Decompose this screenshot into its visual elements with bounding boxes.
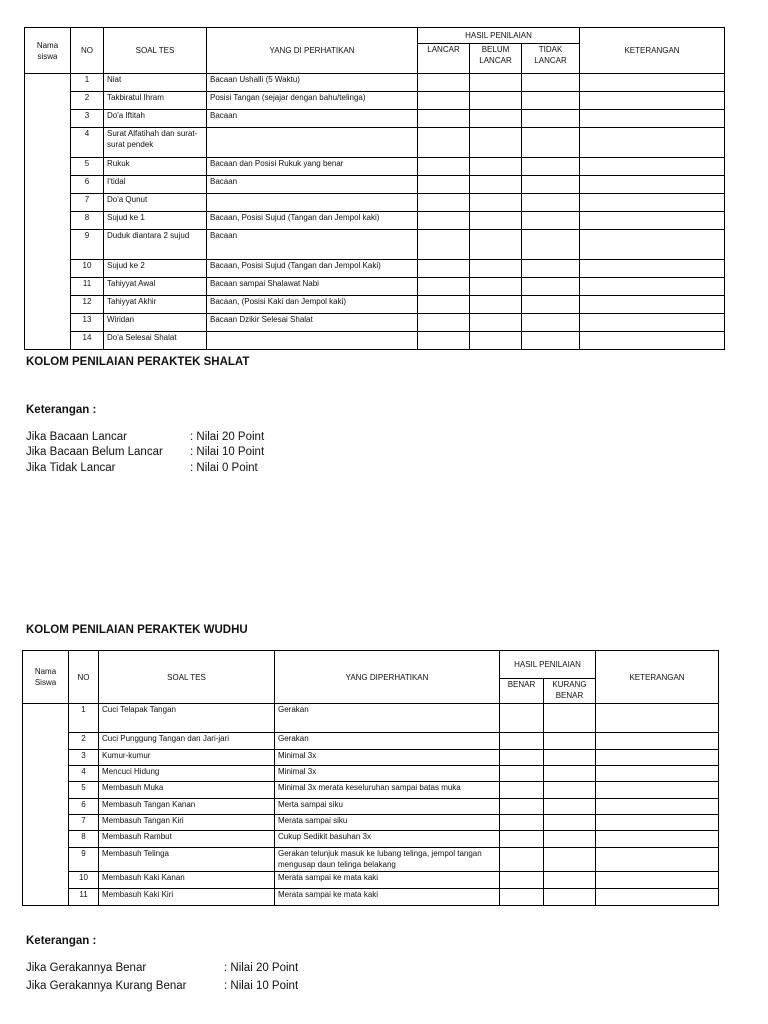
- header-yang-diperhatikan: YANG DIPERHATIKAN: [275, 651, 500, 704]
- cell-kurang-benar[interactable]: [544, 889, 596, 906]
- header-keterangan: KETERANGAN: [596, 651, 719, 704]
- cell-lancar[interactable]: [418, 194, 470, 212]
- row-soal-tes: Do'a Qunut: [104, 194, 207, 212]
- cell-keterangan[interactable]: [580, 194, 725, 212]
- cell-lancar[interactable]: [418, 314, 470, 332]
- table-row: [23, 848, 719, 872]
- row-soal-tes: Membasuh Muka: [99, 782, 275, 799]
- cell-keterangan[interactable]: [580, 92, 725, 110]
- row-yang-diperhatikan: [207, 194, 418, 212]
- row-yang-diperhatikan: Minimal 3x merata keseluruhan sampai batas muka: [275, 782, 500, 799]
- cell-benar[interactable]: [500, 831, 544, 848]
- table-row: [25, 128, 725, 158]
- table-row: [23, 766, 719, 782]
- table-row: [25, 176, 725, 194]
- header-tidak-lancar: TIDAK LANCAR: [522, 44, 580, 74]
- row-yang-diperhatikan: Merata sampai siku: [275, 815, 500, 831]
- cell-keterangan[interactable]: [580, 128, 725, 158]
- table-row: [25, 158, 725, 176]
- row-yang-diperhatikan: Cukup Sedikit basuhan 3x: [275, 831, 500, 848]
- row-yang-diperhatikan: Gerakan telunjuk masuk ke lubang telinga, jempol tangan mengusap daun telinga belakang: [275, 848, 500, 872]
- shalat-section-title: KOLOM PENILAIAN PERAKTEK SHALAT: [26, 356, 250, 368]
- cell-benar[interactable]: [500, 889, 544, 906]
- header-keterangan: KETERANGAN: [580, 28, 725, 74]
- row-soal-tes: Mencuci Hidung: [99, 766, 275, 782]
- row-no: 11: [71, 278, 104, 296]
- row-no: 11: [69, 889, 99, 906]
- cell-kurang-benar[interactable]: [544, 750, 596, 766]
- row-soal-tes: I'tidal: [104, 176, 207, 194]
- row-yang-diperhatikan: Bacaan: [207, 110, 418, 128]
- cell-keterangan[interactable]: [580, 158, 725, 176]
- row-soal-tes: Takbiratul Ihram: [104, 92, 207, 110]
- shalat-legend-value-3: : Nilai 0 Point: [190, 462, 258, 474]
- row-yang-diperhatikan: Bacaan sampai Shalawat Nabi: [207, 278, 418, 296]
- cell-tidak-lancar[interactable]: [522, 332, 580, 350]
- cell-lancar[interactable]: [418, 332, 470, 350]
- table-row: [25, 230, 725, 260]
- row-no: 8: [69, 831, 99, 848]
- row-no: 9: [69, 848, 99, 872]
- cell-kurang-benar[interactable]: [544, 799, 596, 815]
- cell-benar[interactable]: [500, 750, 544, 766]
- row-no: 10: [71, 260, 104, 278]
- cell-kurang-benar[interactable]: [544, 704, 596, 733]
- row-soal-tes: Sujud ke 1: [104, 212, 207, 230]
- cell-keterangan[interactable]: [580, 176, 725, 194]
- header-lancar: LANCAR: [418, 44, 470, 74]
- cell-belum-lancar[interactable]: [470, 110, 522, 128]
- table-row: [25, 314, 725, 332]
- header-nama-siswa: Nama Siswa: [23, 651, 69, 704]
- header-hasil-penilaian: HASIL PENILAIAN: [500, 651, 596, 679]
- cell-keterangan[interactable]: [596, 782, 719, 799]
- cell-tidak-lancar[interactable]: [522, 158, 580, 176]
- row-soal-tes: Membasuh Rambut: [99, 831, 275, 848]
- cell-belum-lancar[interactable]: [470, 92, 522, 110]
- row-soal-tes: Do'a Iftitah: [104, 110, 207, 128]
- table-row: [23, 733, 719, 750]
- header-kurang-benar: KURANG BENAR: [544, 679, 596, 704]
- cell-benar[interactable]: [500, 799, 544, 815]
- cell-belum-lancar[interactable]: [470, 314, 522, 332]
- cell-keterangan[interactable]: [596, 815, 719, 831]
- table-row: [23, 704, 719, 733]
- row-yang-diperhatikan: Bacaan: [207, 176, 418, 194]
- cell-lancar[interactable]: [418, 92, 470, 110]
- cell-keterangan[interactable]: [580, 230, 725, 260]
- cell-belum-lancar[interactable]: [470, 74, 522, 92]
- wudhu-legend-label-2: Jika Gerakannya Kurang Benar: [26, 980, 187, 992]
- cell-tidak-lancar[interactable]: [522, 194, 580, 212]
- header-hasil-penilaian: HASIL PENILAIAN: [418, 28, 580, 44]
- cell-tidak-lancar[interactable]: [522, 176, 580, 194]
- cell-tidak-lancar[interactable]: [522, 296, 580, 314]
- table-row: [23, 831, 719, 848]
- cell-benar[interactable]: [500, 815, 544, 831]
- cell-keterangan[interactable]: [580, 314, 725, 332]
- row-yang-diperhatikan: Bacaan Ushalli (5 Waktu): [207, 74, 418, 92]
- cell-lancar[interactable]: [418, 74, 470, 92]
- cell-keterangan[interactable]: [596, 750, 719, 766]
- cell-keterangan[interactable]: [580, 110, 725, 128]
- row-yang-diperhatikan: [207, 332, 418, 350]
- cell-lancar[interactable]: [418, 158, 470, 176]
- cell-keterangan[interactable]: [596, 704, 719, 733]
- row-yang-diperhatikan: Bacaan, Posisi Sujud (Tangan dan Jempol Kaki): [207, 260, 418, 278]
- cell-tidak-lancar[interactable]: [522, 110, 580, 128]
- row-soal-tes: Surat Alfatihah dan surat-surat pendek: [104, 128, 207, 158]
- header-no: NO: [69, 651, 99, 704]
- cell-keterangan[interactable]: [596, 889, 719, 906]
- table-row: [25, 332, 725, 350]
- row-no: 5: [71, 158, 104, 176]
- shalat-keterangan-title: Keterangan :: [26, 404, 97, 416]
- cell-lancar[interactable]: [418, 260, 470, 278]
- table-row: [25, 212, 725, 230]
- row-soal-tes: Duduk diantara 2 sujud: [104, 230, 207, 260]
- wudhu-legend-value-2: : Nilai 10 Point: [224, 980, 299, 992]
- cell-benar[interactable]: [500, 848, 544, 872]
- cell-belum-lancar[interactable]: [470, 158, 522, 176]
- row-no: 10: [69, 872, 99, 889]
- cell-lancar[interactable]: [418, 230, 470, 260]
- row-no: 5: [69, 782, 99, 799]
- table-row: [25, 278, 725, 296]
- cell-keterangan[interactable]: [596, 831, 719, 848]
- cell-benar[interactable]: [500, 766, 544, 782]
- row-no: 3: [71, 110, 104, 128]
- row-no: 4: [71, 128, 104, 158]
- cell-belum-lancar[interactable]: [470, 128, 522, 158]
- table-row: [23, 889, 719, 906]
- cell-keterangan[interactable]: [596, 799, 719, 815]
- row-no: 1: [69, 704, 99, 733]
- row-no: 3: [69, 750, 99, 766]
- cell-lancar[interactable]: [418, 278, 470, 296]
- row-no: 9: [71, 230, 104, 260]
- shalat-assessment-table: [24, 27, 725, 350]
- row-no: 13: [71, 314, 104, 332]
- row-yang-diperhatikan: Bacaan, (Posisi Kaki dan Jempol kaki): [207, 296, 418, 314]
- row-soal-tes: Cuci Punggung Tangan dan Jari-jari: [99, 733, 275, 750]
- row-no: 4: [69, 766, 99, 782]
- cell-tidak-lancar[interactable]: [522, 278, 580, 296]
- row-no: 6: [71, 176, 104, 194]
- cell-benar[interactable]: [500, 782, 544, 799]
- row-yang-diperhatikan: Gerakan: [275, 704, 500, 733]
- table-row: [25, 296, 725, 314]
- cell-tidak-lancar[interactable]: [522, 314, 580, 332]
- row-yang-diperhatikan: Gerakan: [275, 733, 500, 750]
- cell-tidak-lancar[interactable]: [522, 74, 580, 92]
- cell-lancar[interactable]: [418, 128, 470, 158]
- wudhu-legend-value-1: : Nilai 20 Point: [224, 962, 299, 974]
- header-belum-lancar: BELUM LANCAR: [470, 44, 522, 74]
- shalat-legend-label-2: Jika Bacaan Belum Lancar: [26, 446, 163, 458]
- cell-kurang-benar[interactable]: [544, 815, 596, 831]
- row-soal-tes: Sujud ke 2: [104, 260, 207, 278]
- table-row: [23, 872, 719, 889]
- row-soal-tes: Membasuh Kaki Kiri: [99, 889, 275, 906]
- wudhu-assessment-table: [22, 650, 719, 906]
- cell-tidak-lancar[interactable]: [522, 230, 580, 260]
- cell-kurang-benar[interactable]: [544, 733, 596, 750]
- cell-tidak-lancar[interactable]: [522, 212, 580, 230]
- cell-lancar[interactable]: [418, 110, 470, 128]
- table-row: [25, 110, 725, 128]
- cell-belum-lancar[interactable]: [470, 296, 522, 314]
- table-row: [23, 750, 719, 766]
- row-no: 2: [69, 733, 99, 750]
- row-soal-tes: Niat: [104, 74, 207, 92]
- row-yang-diperhatikan: Bacaan dan Posisi Rukuk yang benar: [207, 158, 418, 176]
- nama-siswa-cell[interactable]: [23, 704, 69, 906]
- row-soal-tes: Membasuh Tangan Kanan: [99, 799, 275, 815]
- cell-benar[interactable]: [500, 872, 544, 889]
- header-benar: BENAR: [500, 679, 544, 704]
- shalat-legend-value-1: : Nilai 20 Point: [190, 431, 265, 443]
- row-yang-diperhatikan: Merta sampai siku: [275, 799, 500, 815]
- nama-siswa-cell[interactable]: [25, 74, 71, 350]
- row-soal-tes: Kumur-kumur: [99, 750, 275, 766]
- cell-lancar[interactable]: [418, 296, 470, 314]
- cell-tidak-lancar[interactable]: [522, 92, 580, 110]
- row-yang-diperhatikan: Bacaan, Posisi Sujud (Tangan dan Jempol kaki): [207, 212, 418, 230]
- wudhu-legend-label-1: Jika Gerakannya Benar: [26, 962, 147, 974]
- row-yang-diperhatikan: [207, 128, 418, 158]
- cell-belum-lancar[interactable]: [470, 194, 522, 212]
- shalat-legend-value-2: : Nilai 10 Point: [190, 446, 265, 458]
- cell-keterangan[interactable]: [580, 296, 725, 314]
- cell-keterangan[interactable]: [580, 74, 725, 92]
- row-no: 12: [71, 296, 104, 314]
- cell-belum-lancar[interactable]: [470, 260, 522, 278]
- cell-belum-lancar[interactable]: [470, 230, 522, 260]
- cell-belum-lancar[interactable]: [470, 176, 522, 194]
- cell-keterangan[interactable]: [596, 848, 719, 872]
- cell-keterangan[interactable]: [580, 212, 725, 230]
- cell-benar[interactable]: [500, 733, 544, 750]
- header-nama-siswa: Nama siswa: [25, 28, 71, 74]
- row-yang-diperhatikan: Bacaan Dzikir Selesai Shalat: [207, 314, 418, 332]
- wudhu-section-title: KOLOM PENILAIAN PERAKTEK WUDHU: [26, 624, 248, 636]
- row-yang-diperhatikan: Merata sampai ke mata kaki: [275, 889, 500, 906]
- header-no: NO: [71, 28, 104, 74]
- row-soal-tes: Tahiyyat Awal: [104, 278, 207, 296]
- header-soal-tes: SOAL TES: [99, 651, 275, 704]
- table-row: [23, 799, 719, 815]
- row-soal-tes: Do'a Selesai Shalat: [104, 332, 207, 350]
- row-no: 14: [71, 332, 104, 350]
- cell-belum-lancar[interactable]: [470, 278, 522, 296]
- row-soal-tes: Membasuh Kaki Kanan: [99, 872, 275, 889]
- header-yang-di-perhatikan: YANG DI PERHATIKAN: [207, 28, 418, 74]
- cell-keterangan[interactable]: [596, 766, 719, 782]
- table-row: [25, 194, 725, 212]
- row-soal-tes: Membasuh Tangan Kiri: [99, 815, 275, 831]
- cell-keterangan[interactable]: [580, 278, 725, 296]
- cell-kurang-benar[interactable]: [544, 848, 596, 872]
- cell-keterangan[interactable]: [580, 332, 725, 350]
- cell-belum-lancar[interactable]: [470, 212, 522, 230]
- cell-keterangan[interactable]: [596, 733, 719, 750]
- cell-kurang-benar[interactable]: [544, 782, 596, 799]
- row-soal-tes: Tahiyyat Akhir: [104, 296, 207, 314]
- cell-lancar[interactable]: [418, 212, 470, 230]
- row-soal-tes: Membasuh Telinga: [99, 848, 275, 872]
- row-no: 2: [71, 92, 104, 110]
- shalat-legend-label-3: Jika Tidak Lancar: [26, 462, 116, 474]
- row-no: 1: [71, 74, 104, 92]
- row-yang-diperhatikan: Merata sampai ke mata kaki: [275, 872, 500, 889]
- cell-keterangan[interactable]: [580, 260, 725, 278]
- cell-benar[interactable]: [500, 704, 544, 733]
- table-row: [25, 74, 725, 92]
- table-row: [23, 782, 719, 799]
- table-row: [25, 92, 725, 110]
- cell-kurang-benar[interactable]: [544, 766, 596, 782]
- row-no: 6: [69, 799, 99, 815]
- table-row: [23, 815, 719, 831]
- cell-keterangan[interactable]: [596, 872, 719, 889]
- shalat-legend-label-1: Jika Bacaan Lancar: [26, 431, 128, 443]
- header-soal-tes: SOAL TES: [104, 28, 207, 74]
- cell-tidak-lancar[interactable]: [522, 260, 580, 278]
- row-yang-diperhatikan: Bacaan: [207, 230, 418, 260]
- cell-kurang-benar[interactable]: [544, 872, 596, 889]
- row-yang-diperhatikan: Minimal 3x: [275, 750, 500, 766]
- row-soal-tes: Cuci Telapak Tangan: [99, 704, 275, 733]
- cell-kurang-benar[interactable]: [544, 831, 596, 848]
- row-no: 7: [69, 815, 99, 831]
- wudhu-keterangan-title: Keterangan :: [26, 935, 97, 947]
- table-row: [25, 260, 725, 278]
- row-no: 8: [71, 212, 104, 230]
- cell-lancar[interactable]: [418, 176, 470, 194]
- row-yang-diperhatikan: Posisi Tangan (sejajar dengan bahu/telinga): [207, 92, 418, 110]
- row-no: 7: [71, 194, 104, 212]
- row-yang-diperhatikan: Minimal 3x: [275, 766, 500, 782]
- cell-tidak-lancar[interactable]: [522, 128, 580, 158]
- cell-belum-lancar[interactable]: [470, 332, 522, 350]
- row-soal-tes: Wiridan: [104, 314, 207, 332]
- row-soal-tes: Rukuk: [104, 158, 207, 176]
